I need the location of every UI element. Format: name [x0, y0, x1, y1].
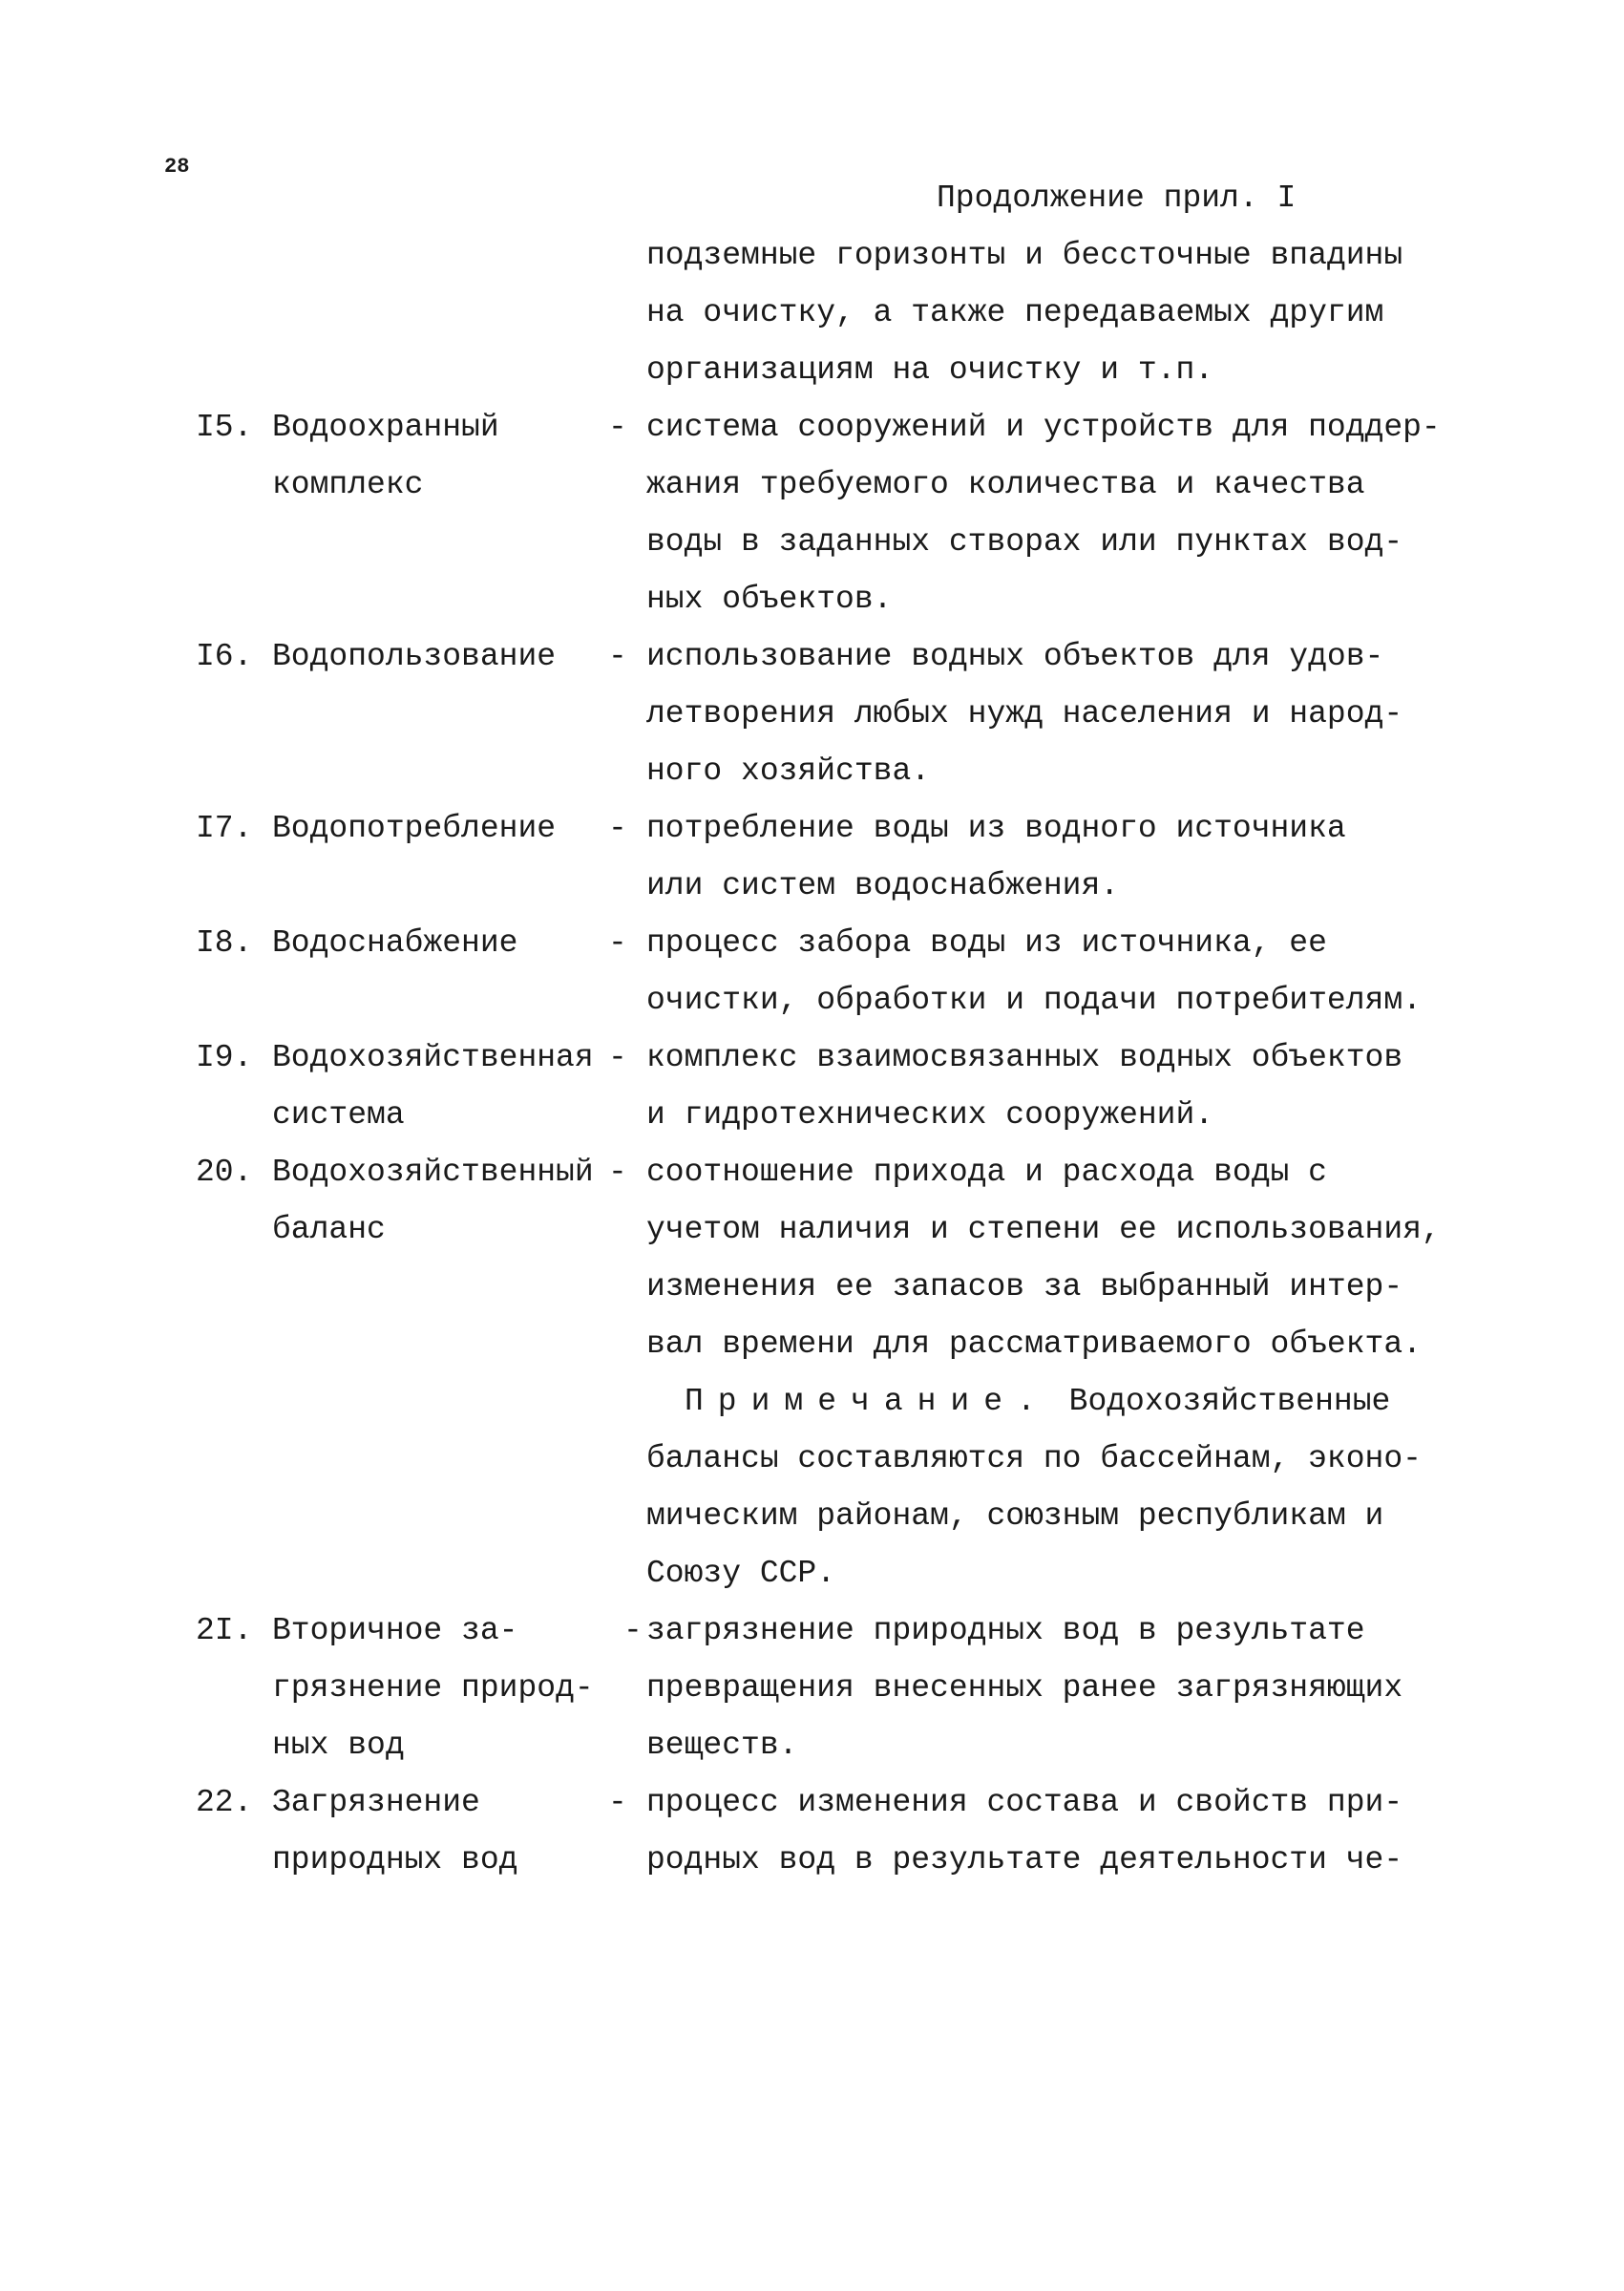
term-line: система [272, 1097, 405, 1133]
term-line: грязнение природ- [272, 1670, 594, 1706]
entry-number: I6. [196, 639, 253, 674]
definition-line: соотношение прихода и расхода воды с [646, 1155, 1327, 1190]
continuation-line: организациям на очистку и т.п. [646, 352, 1214, 388]
note-line: мическим районам, союзным республикам и [646, 1498, 1384, 1534]
entry-dash: - [623, 1613, 643, 1648]
continuation-header: Продолжение прил. I [937, 180, 1297, 216]
definition-line: процесс забора воды из источника, ее [646, 925, 1327, 961]
definition-line: система сооружений и устройств для поддер- [646, 410, 1441, 445]
term-line: комплекс [272, 467, 424, 502]
entry-dash: - [608, 925, 627, 961]
definition-line: и гидротехнических сооружений. [646, 1097, 1214, 1133]
term-line: Водоохранный [272, 410, 499, 445]
definition-line: ного хозяйства. [646, 753, 931, 789]
definition-line: использование водных объектов для удов- [646, 639, 1384, 674]
entry-number: I5. [196, 410, 253, 445]
entry-term [272, 1774, 597, 1889]
entry-definition [646, 399, 1601, 628]
entry-dash: - [608, 811, 627, 846]
entry-definition [646, 628, 1601, 800]
entry-definition [646, 1144, 1601, 1373]
note-first-line [685, 1373, 1390, 1431]
continuation-line: подземные горизонты и бессточные впадины [646, 238, 1403, 273]
definition-line: ных объектов. [646, 582, 893, 617]
definition-line: очистки, обработки и подачи потребителям. [646, 983, 1422, 1018]
entry-term [272, 915, 597, 972]
term-line: баланс [272, 1212, 386, 1247]
definition-line: родных вод в результате деятельности че- [646, 1842, 1403, 1877]
definition-line: комплекс взаимосвязанных водных объектов [646, 1040, 1403, 1075]
page-number: 28 [164, 155, 190, 179]
definition-line: учетом наличия и степени ее использования, [646, 1212, 1441, 1247]
entry-definition [646, 915, 1601, 1029]
entry-number: I7. [196, 811, 253, 846]
term-line: Водохозяйственный [272, 1155, 594, 1190]
entry-definition [646, 1774, 1601, 1889]
definition-line: вал времени для рассматриваемого объекта. [646, 1326, 1422, 1362]
note-line: балансы составляются по бассейнам, эконо- [646, 1441, 1422, 1476]
entry-term [272, 800, 597, 858]
note-heading: Примечание. [685, 1384, 1050, 1419]
definition-line: изменения ее запасов за выбранный интер- [646, 1269, 1403, 1305]
entry-number: 2I. [196, 1613, 253, 1648]
definition-line: жания требуемого количества и качества [646, 467, 1365, 502]
entry-dash: - [608, 410, 627, 445]
definition-line: летворения любых нужд населения и народ- [646, 696, 1403, 732]
entry-definition [646, 800, 1601, 915]
definition-line: потребление воды из водного источника [646, 811, 1346, 846]
term-line: Водохозяйственная [272, 1040, 594, 1075]
entry-definition [646, 1029, 1601, 1144]
entry-term [272, 1602, 597, 1774]
definition-line: загрязнение природных вод в результате [646, 1613, 1365, 1648]
entry-number: I8. [196, 925, 253, 961]
entry-number: I9. [196, 1040, 253, 1075]
entry-dash: - [608, 1040, 627, 1075]
definition-line: воды в заданных створах или пунктах вод- [646, 524, 1403, 560]
term-line: Водопользование [272, 639, 557, 674]
term-line: природных вод [272, 1842, 518, 1877]
entry-number: 22. [196, 1785, 253, 1820]
definition-line: превращения внесенных ранее загрязняющих [646, 1670, 1403, 1706]
term-line: Вторичное за- [272, 1613, 518, 1648]
entry-dash: - [608, 639, 627, 674]
term-line: ных вод [272, 1728, 405, 1763]
term-line: Водопотребление [272, 811, 557, 846]
definition-line: веществ. [646, 1728, 798, 1763]
note-text: Водохозяйственные [1049, 1384, 1391, 1419]
note-line: Союзу ССР. [646, 1556, 836, 1591]
definition-line: процесс изменения состава и свойств при- [646, 1785, 1403, 1820]
entry-dash: - [608, 1155, 627, 1190]
entry-dash: - [608, 1785, 627, 1820]
term-line: Загрязнение [272, 1785, 480, 1820]
entry-term [272, 628, 597, 686]
continuation-line: на очистку, а также передаваемых другим [646, 295, 1384, 330]
entry-term [272, 1029, 597, 1144]
entry-definition [646, 1602, 1601, 1774]
definition-line: или систем водоснабжения. [646, 868, 1120, 903]
term-line: Водоснабжение [272, 925, 518, 961]
entry-term [272, 1144, 597, 1259]
entry-number: 20. [196, 1155, 253, 1190]
entry-term [272, 399, 597, 514]
